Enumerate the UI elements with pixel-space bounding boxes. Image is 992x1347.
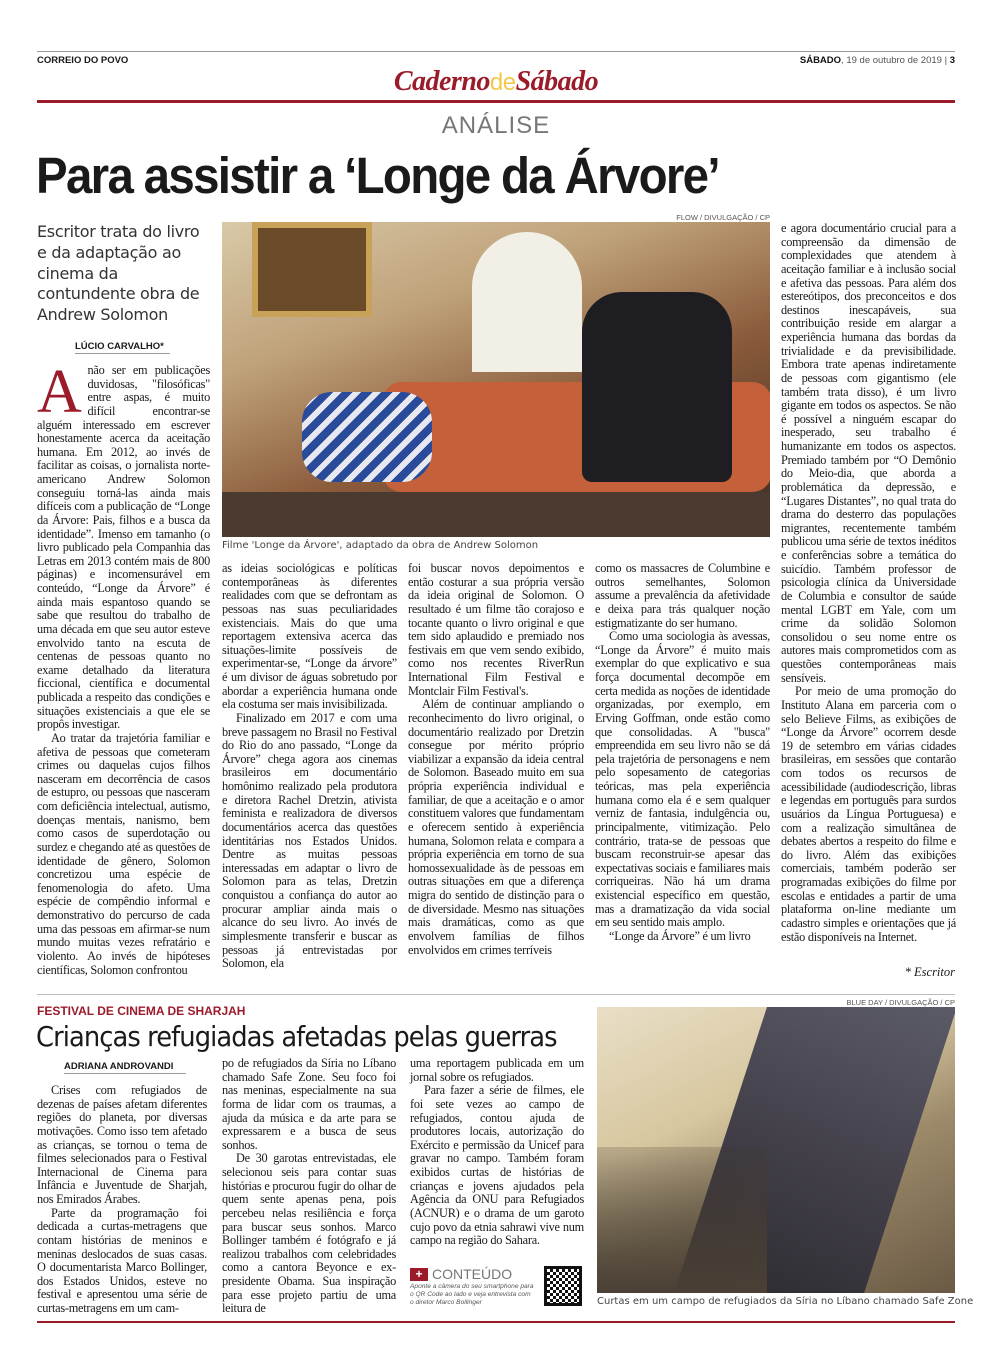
paragraph: po de refugiados da Síria no Líbano chamado Safe Zone. Seu foco foi nas meninas, especialmente na sua forma de lidar com os traumas, a ajuda da música e da arte para se expressarem e a busca de seus sonhos.: [222, 1056, 396, 1152]
byline: LÚCIO CARVALHO*: [75, 341, 170, 354]
dropcap: A: [37, 358, 82, 426]
second-photo-caption: Curtas em um campo de refugiados da Síria no Líbano chamado Safe Zone: [597, 1296, 974, 1307]
section-logo: [0, 66, 992, 98]
article-column-5: [781, 222, 956, 944]
second-column-1: [37, 1084, 207, 1316]
logo-part: Caderno: [393, 66, 490, 97]
paragraph: Para fazer a série de filmes, ele foi sete vezes ao campo de refugiados, contou ajuda de produtores locais, autorização do Exército e permissão da Unicef para gravar no campo. Também foram exibidos curtas de histórias de crianças e jovens ajudados pela Agência da ONU para Refugiados (ACNUR) e o drama de um garoto cujo povo da etnia sahrawi vive num campo na região do Sahara.: [410, 1083, 584, 1248]
headline: Para assistir a ‘Longe da Árvore’: [36, 147, 719, 204]
paragraph: Por meio de uma promoção do Instituto Alana em parceria com o selo Believe Films, as exibições de “Longe da Árvore” ocorrem desde 19 de setembro em várias cidades brasileiras, em sessões que contarão com todos os recursos de acessibilidade (audiodescrição, libras e legendas em português para surdos usuários da Língua Portuguesa) e com a realização simultânea de debates abertos a respeito do filme e do livro. Além das exibições comerciais, também poderão ser programadas exibições do filme por escolas e entidades a partir de uma plataforma on-line mediante um cadastro simples e orientações que já estão disponíveis na Internet.: [781, 684, 956, 944]
section-rule: [37, 100, 955, 103]
second-byline: ADRIANA ANDROVANDI: [64, 1061, 186, 1074]
photo-caption: Filme 'Longe da Árvore', adaptado da obra de Andrew Solomon: [222, 540, 539, 551]
content-title: CONTEÚDO: [432, 1266, 513, 1282]
man-jacket: [582, 292, 732, 482]
bottom-rule: [37, 1321, 955, 1323]
paragraph: Ao tratar da trajetória familiar e afetiva de pessoas que cometeram crimes ou daquelas cujos filhos nasceram em decorrência de casos de estupro, ou pessoas que nasceram com deficiência intelectual, autismo, doenças mentais, nanismo, bem como casos de superdotação ou surdez e chegando até as questões de identidade de gênero, Solomon concretizou uma espécie de fenomenologia do afeto. Uma espécie de compêndio informal e demonstrativo do percurso de cada uma das pessoas em afirmar-se num mundo muitas vezes refratário e violento. Ao invés de hipóteses científicas, Solomon confrontou: [37, 730, 210, 977]
article-column-4: [595, 562, 770, 944]
film-photo: [222, 222, 770, 537]
issue-date: [800, 55, 955, 66]
paragraph: uma reportagem publicada em um jornal sobre os refugiados.: [410, 1056, 584, 1084]
paragraph: não ser em publicações duvidosas, "filosóficas" entre aspas, é muito difícil encontrar-se alguém interessado em escrever honestamente acerca da aceitação humana. Em 2012, ao invés de facilitar as coisas, o jornalista norte-americano Andrew Solomon conseguiu torná-las ainda mais difíceis com a publicação de “Longe da Árvore: Pais, filhos e a busca da identidade”. Imenso em tamanho (o livro publicado pela Companhia das Letras em 2013 contém mais de 800 páginas) e incomensurável em conteúdo, “Longe da Árvore” é ainda mais espantoso quando se sabe que resultou do trabalho de uma década em que seu autor esteve envolvido tanto na escuta de centenas de pessoas quanto no exame detalhado da literatura ficcional, científica e documental publicada a respeito das condições e situações existenciais a que ele se propôs investigar.: [37, 363, 210, 732]
day: SÁBADO: [799, 55, 842, 66]
paragraph: De 30 garotas entrevistadas, ele selecionou seis para contar suas histórias e procurou fugir do olhar de quem sente apenas pena, pois percebeu nelas resiliência e força para buscar seus sonhos. Marco Bollinger também é fotógrafo e já realizou trabalhos com celebridades como a cantora Beyonce e ex-presidente Obama. Sua inspiração para esse projeto partiu de uma leitura de: [222, 1151, 396, 1316]
paragraph: Finalizado em 2017 e com uma breve passagem no Brasil no Festival do Rio do ano passado, “Longe da Árvore” chega agora aos cinemas brasileiros em documentário homônimo realizado pela produtora e diretora Rachel Dretzin, ativista feminista e realizadora de diversos documentários acerca das questões identitárias nos Estados Unidos. Dentre as muitas pessoas interessadas em adaptar o livro de Solomon para as telas, Dretzin conquistou a confiança do autor ao procurar ampliar ainda mais o alcance do seu livro. Ao invés de simplesmente transferir e buscar as pessoas já entrevistadas por Solomon, ela: [222, 710, 397, 971]
logo-part: de: [489, 69, 516, 96]
second-headline: Crianças refugiadas afetadas pelas guerras: [36, 1020, 557, 1053]
plus-icon: +: [410, 1268, 428, 1281]
paragraph: Além de continuar ampliando o reconhecimento do livro original, o documentário realizado por Dretzin consegue por mérito próprio viabilizar a expansão da ideia central de Solomon. Baseado muito em sua própria experiência individual e familiar, de que a aceitação e o amor constituem valores que fundamentam e oferecem sentido à experiência humana, Solomon relata e compara a própria experiência em torno de sua homossexualidade às de pessoas em outras situações em que a diferença migra do sentido de distinção para o de diversidade. Mesmo nas situações mais dramáticas, como as que envolvem famílias de filhos envolvidos em crimes terríveis: [408, 697, 584, 957]
author-note: * Escritor: [904, 965, 955, 979]
separator: |: [944, 55, 948, 66]
page-number: 3: [949, 55, 955, 66]
article-column-1: [37, 358, 210, 977]
content-text: Aponte a câmera do seu smartphone para o QR Code ao lado e veja entrevista com o diretor Marco Bollinger: [410, 1283, 534, 1306]
floor: [222, 492, 770, 537]
qr-code[interactable]: [544, 1266, 582, 1306]
second-photo-credit: BLUE DAY / DIVULGAÇÃO / CP: [846, 998, 955, 1007]
paragraph: as ideias sociológicas e políticas contemporâneas às diferentes realidades com que se defrontam as pessoas nas suas peculiaridades existenciais. Mais do que uma reportagem extensiva acerca das situações-limite possíveis de experimentar-se, “Longe da árvore” é um divisor de águas sobretudo por abordar a experiência humana onde ela costuma ser mais invisibilizada.: [222, 561, 397, 712]
crowd-left: [597, 1147, 767, 1293]
date: , 19 de outubro de 2019: [841, 55, 942, 66]
logo-part: Sábado: [515, 66, 599, 97]
paragraph: Crises com refugiados de dezenas de países afetam diferentes regiões do planeta, por diversas motivações. Como isso tem afetado as crianças, se tornou o tema de filmes selecionados para o Festival Internacional de Cinema para Infância e Juventude de Sharjah, nos Emirados Árabes.: [37, 1083, 207, 1206]
subtitle: Escritor trata do livro e da adaptação ao cinema da contundente obra de Andrew Solomon: [37, 222, 200, 325]
second-column-3: [410, 1057, 584, 1248]
second-kicker: FESTIVAL DE CINEMA DE SHARJAH: [37, 1004, 246, 1018]
top-rule: [37, 51, 955, 52]
paragraph: “Longe da Árvore” é um livro: [609, 928, 751, 943]
paragraph: como os massacres de Columbine e outros semelhantes, Solomon assume a prevalência da afetividade e deixa para trás qualquer noção estigmatizante do ser humano.: [595, 561, 770, 630]
kicker: ANÁLISE: [441, 112, 551, 139]
second-column-2: [222, 1057, 396, 1316]
window: [472, 232, 582, 372]
article-column-3: [408, 562, 584, 957]
article-column-2: [222, 562, 397, 971]
paragraph: e agora documentário crucial para a compreensão da dimensão de complexidades que atendem à aceitação familiar e à inclusão social e afetiva das pessoas. Para além dos estereótipos, dos preconceitos e dos destinos inescapáveis, sua contribuição reside em alargar a experiência humana das bordas da trivialidade e da previsibilidade. Embora trate apenas indiretamente de pessoas com gigantismo (ele também trata disso), é um livro gigante em todos os aspectos. Se não é possível a ninguém escapar do inesperado, seu trabalho é humanizante em todos os aspectos. Premiado também por “O Demônio do Meio-dia, que aborda a problemática da depressão, e “Lugares Distantes”, no qual trata do drama do desterro das populações migrantes, recentemente também publicou uma série de textos inéditos e conferências sobre a temática do suicídio. Também professor de psicologia clínica da Universidade de Columbia e consultor de saúde mental LGBT em Yale, com um crime da solidão Solomon consolidou o seu nome entre os autores mais comprometidos com as questões contemporâneas mais sensíveis.: [781, 221, 956, 685]
photo-credit: FLOW / DIVULGAÇÃO / CP: [676, 213, 770, 222]
content-box: [410, 1266, 585, 1310]
paper-name: CORREIO DO POVO: [37, 55, 129, 66]
divider: [37, 994, 955, 995]
child: [302, 392, 432, 482]
paragraph: foi buscar novos depoimentos e então costurar a sua própria versão da ideia original de Solomon. O resultado é um filme tão corajoso e tocante quanto o livro original e que tem sido aplaudido e premiado nos festivais em que vem sendo exibido, como nos recentes RiverRun International Film Festival e Montclair Film Festival's.: [408, 561, 584, 698]
painting: [252, 222, 372, 317]
paragraph: Como uma sociologia às avessas, “Longe da Árvore” é muito mais exemplar do que explicativo e sua força documental decompõe em certa medida as noções de identidade organizadas, por exemplo, em Erving Goffman, onde estão como que consolidadas. A "busca" empreendida em seu livro não se dá pela trajetória de personagens e nem pelo sopesamento de categorias teóricas, mas pela experiência humana como ela é e sem qualquer verniz de fantasia, indulgência ou, principalmente, vitimização. Pelo contrário, trata-se de pessoas que buscam reconstruir-se apesar das expectativas sociais e familiares mais corriqueiras. Não há um drama existencial específico em questão, mas a dramatização da vida social em seu sentido mais amplo.: [595, 629, 770, 930]
paragraph: Parte da programação foi dedicada a curtas-metragens que contam histórias de meninos e meninas deslocados de suas casas. O documentarista Marco Bollinger, dos Estados Unidos, esteve no festival e apresentou uma série de curtas-metragens em um cam-: [37, 1205, 207, 1315]
refugees-photo: [597, 1007, 955, 1293]
